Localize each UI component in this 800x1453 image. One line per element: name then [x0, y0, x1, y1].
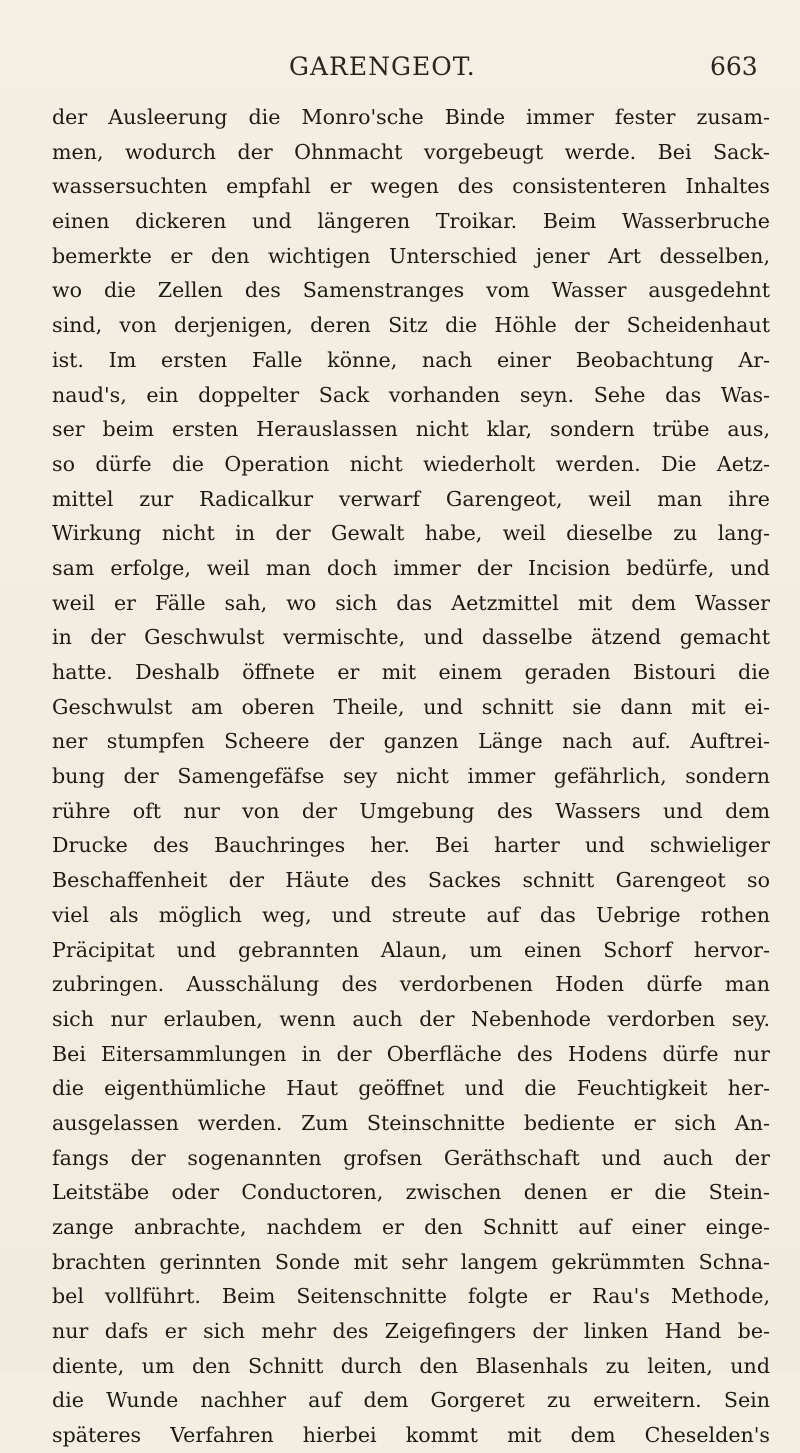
text-line: Präcipitat und gebrannten Alaun, um einen Schorf hervor-: [52, 937, 770, 962]
text-line: wo die Zellen des Samenstranges vom Wasser ausgedehnt: [52, 278, 770, 303]
text-line: zubringen. Ausschälung des verdorbenen Hoden dürfe man: [52, 972, 770, 997]
text-line: Bei Eitersammlungen in der Oberfläche des Hodens dürfe nur: [52, 1041, 770, 1066]
body-text: [52, 100, 770, 1453]
text-line: ausgelassen werden. Zum Steinschnitte bediente er sich An-: [52, 1110, 770, 1135]
text-line: viel als möglich weg, und streute auf das Uebrige rothen: [52, 902, 770, 927]
text-line: ser beim ersten Herauslassen nicht klar, sondern trübe aus,: [52, 417, 770, 442]
text-line: nur dafs er sich mehr des Zeigefingers der linken Hand be-: [52, 1319, 770, 1344]
text-line: sam erfolge, weil man doch immer der Incision bedürfe, und: [52, 555, 770, 580]
text-line: brachten gerinnten Sonde mit sehr langem gekrümmten Schna-: [52, 1249, 770, 1274]
text-line: weil er Fälle sah, wo sich das Aetzmittel mit dem Wasser: [52, 590, 770, 615]
text-line: die Wunde nachher auf dem Gorgeret zu erweitern. Sein: [52, 1388, 770, 1413]
text-line: wassersuchten empfahl er wegen des consistenteren Inhaltes: [52, 174, 770, 199]
text-line: sind, von derjenigen, deren Sitz die Höhle der Scheidenhaut: [52, 313, 770, 338]
text-line: so dürfe die Operation nicht wiederholt werden. Die Aetz-: [52, 451, 770, 476]
text-line: diente, um den Schnitt durch den Blasenhals zu leiten, und: [52, 1353, 770, 1378]
text-line: fangs der sogenannten grofsen Geräthschaft und auch der: [52, 1145, 770, 1170]
text-line: der Ausleerung die Monro'sche Binde immer fester zusam-: [52, 105, 770, 129]
text-line: Drucke des Bauchringes her. Bei harter und schwieliger: [52, 833, 770, 858]
text-line: zange anbrachte, nachdem er den Schnitt auf einer einge-: [52, 1215, 770, 1239]
text-line: Leitstäbe oder Conductoren, zwischen denen er die Stein-: [52, 1180, 770, 1205]
text-line: naud's, ein doppelter Sack vorhanden seyn. Sehe das Was-: [52, 382, 770, 407]
text-line: in der Geschwulst vermischte, und dasselbe ätzend gemacht: [52, 625, 770, 650]
text-line: rühre oft nur von der Umgebung des Wassers und dem: [52, 798, 770, 823]
text-line: bemerkte er den wichtigen Unterschied jener Art desselben,: [52, 243, 770, 268]
text-line: die eigenthümliche Haut geöffnet und die Feuchtigkeit her-: [52, 1076, 770, 1101]
text-line: mittel zur Radicalkur verwarf Garengeot, weil man ihre: [52, 486, 770, 511]
text-line: men, wodurch der Ohnmacht vorgebeugt werde. Bei Sack-: [52, 139, 770, 164]
text-line: einen dickeren und längeren Troikar. Beim Wasserbruche: [52, 209, 770, 234]
text-line: Geschwulst am oberen Theile, und schnitt sie dann mit ei-: [52, 694, 770, 719]
text-line: bel vollführt. Beim Seitenschnitte folgte er Rau's Methode,: [52, 1284, 770, 1309]
page-number: 663: [710, 52, 758, 81]
text-line: ner stumpfen Scheere der ganzen Länge nach auf. Auftrei-: [52, 729, 770, 754]
text-line: späteres Verfahren hierbei kommt mit dem Cheselden's: [52, 1423, 770, 1448]
text-line: hatte. Deshalb öffnete er mit einem geraden Bistouri die: [52, 660, 770, 684]
text-line: bung der Samengefäfse sey nicht immer gefährlich, sondern: [52, 764, 770, 789]
text-line: Beschaffenheit der Häute des Sackes schnitt Garengeot so: [52, 868, 770, 893]
text-line: sich nur erlauben, wenn auch der Nebenhode verdorben sey.: [52, 1006, 770, 1031]
page-header: [0, 52, 800, 92]
text-line: ist. Im ersten Falle könne, nach einer Beobachtung Ar-: [52, 347, 770, 372]
running-title: GARENGEOT.: [289, 52, 476, 81]
text-line: Wirkung nicht in der Gewalt habe, weil dieselbe zu lang-: [52, 521, 770, 546]
